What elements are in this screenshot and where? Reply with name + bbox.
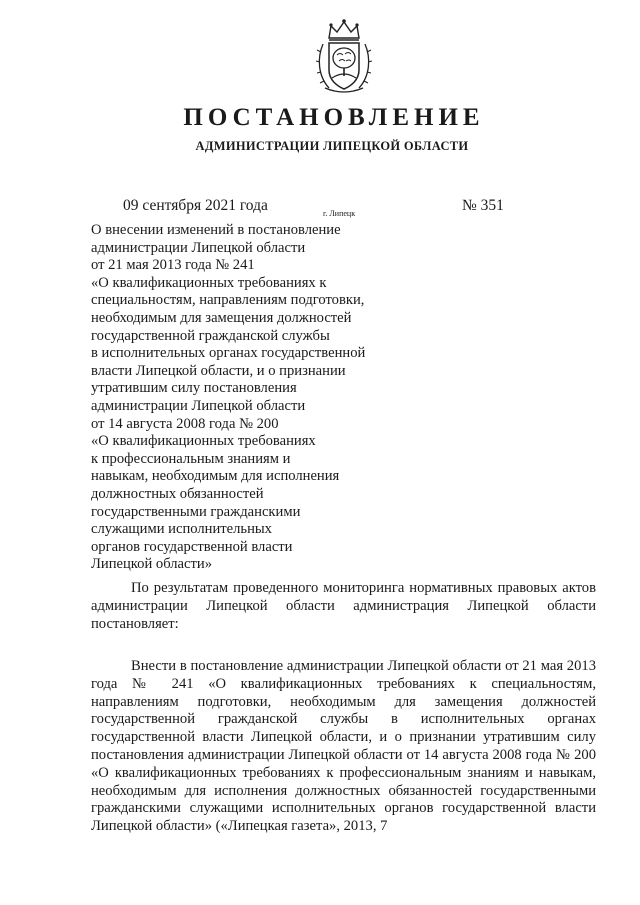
subject-line: от 21 мая 2013 года № 241 bbox=[91, 257, 255, 274]
preamble-paragraph: По результатам проведенного мониторинга нормативных правовых актов администрации Липецкой области администрация Липецкой области постановляет: bbox=[91, 580, 596, 632]
subject-line: утратившим силу постановления bbox=[91, 380, 297, 397]
subject-line: в исполнительных органах государственной bbox=[91, 345, 366, 362]
subject-line: специальностям, направлениям подготовки, bbox=[91, 292, 365, 309]
subject-line: О внесении изменений в постановление bbox=[91, 222, 341, 238]
subject-line: служащими исполнительных bbox=[91, 521, 272, 538]
resolution-paragraph: Внести в постановление администрации Липецкой области от 21 мая 2013 года № 241 «О квалификационных требованиях к специальностям, направлениям подготовки, необходимым для замещения должностей государственной гражданской службы в исполнительных органах государственной власти Липецкой области, и о признании утратившим силу постановления администрации Липецкой области от 14 августа 2008 года № 200 «О квалификационных требованиях к профессиональным знаниям и навыкам, необходимым для исполнения должностных обязанностей государственными гражданскими служащими исполнительных органов государственной власти Липецкой области» («Липецкая газета», 2013, 7 bbox=[91, 658, 596, 835]
subject-line: власти Липецкой области, и о признании bbox=[91, 362, 346, 379]
subject-line: государственной гражданской службы bbox=[91, 327, 330, 344]
document-title: ПОСТАНОВЛЕНИЕ bbox=[183, 104, 485, 131]
subject-line: Липецкой области» bbox=[91, 556, 212, 573]
subject-line: к профессиональным знаниям и bbox=[91, 450, 291, 467]
subject-line: от 14 августа 2008 года № 200 bbox=[91, 415, 279, 432]
subject-line: необходимым для замещения должностей bbox=[91, 309, 352, 326]
subject-line: органов государственной власти bbox=[91, 538, 293, 555]
document-number: № 351 bbox=[462, 197, 504, 214]
document-subject bbox=[91, 222, 411, 574]
subject-line: государственными гражданскими bbox=[91, 503, 301, 520]
subject-line: администрации Липецкой области bbox=[91, 397, 306, 414]
issuing-authority: АДМИНИСТРАЦИИ ЛИПЕЦКОЙ ОБЛАСТИ bbox=[195, 139, 469, 153]
subject-line: «О квалификационных требованиях bbox=[91, 433, 316, 450]
document-city: г. Липецк bbox=[323, 209, 356, 218]
lipetsk-emblem-svg bbox=[315, 18, 373, 96]
subject-line: навыкам, необходимым для исполнения bbox=[91, 468, 340, 485]
coat-of-arms-icon bbox=[315, 18, 373, 96]
subject-line: «О квалификационных требованиях к bbox=[91, 274, 327, 291]
subject-line: администрации Липецкой области bbox=[91, 239, 306, 256]
document-date: 09 сентября 2021 года bbox=[123, 197, 268, 214]
subject-line: должностных обязанностей bbox=[91, 485, 264, 502]
